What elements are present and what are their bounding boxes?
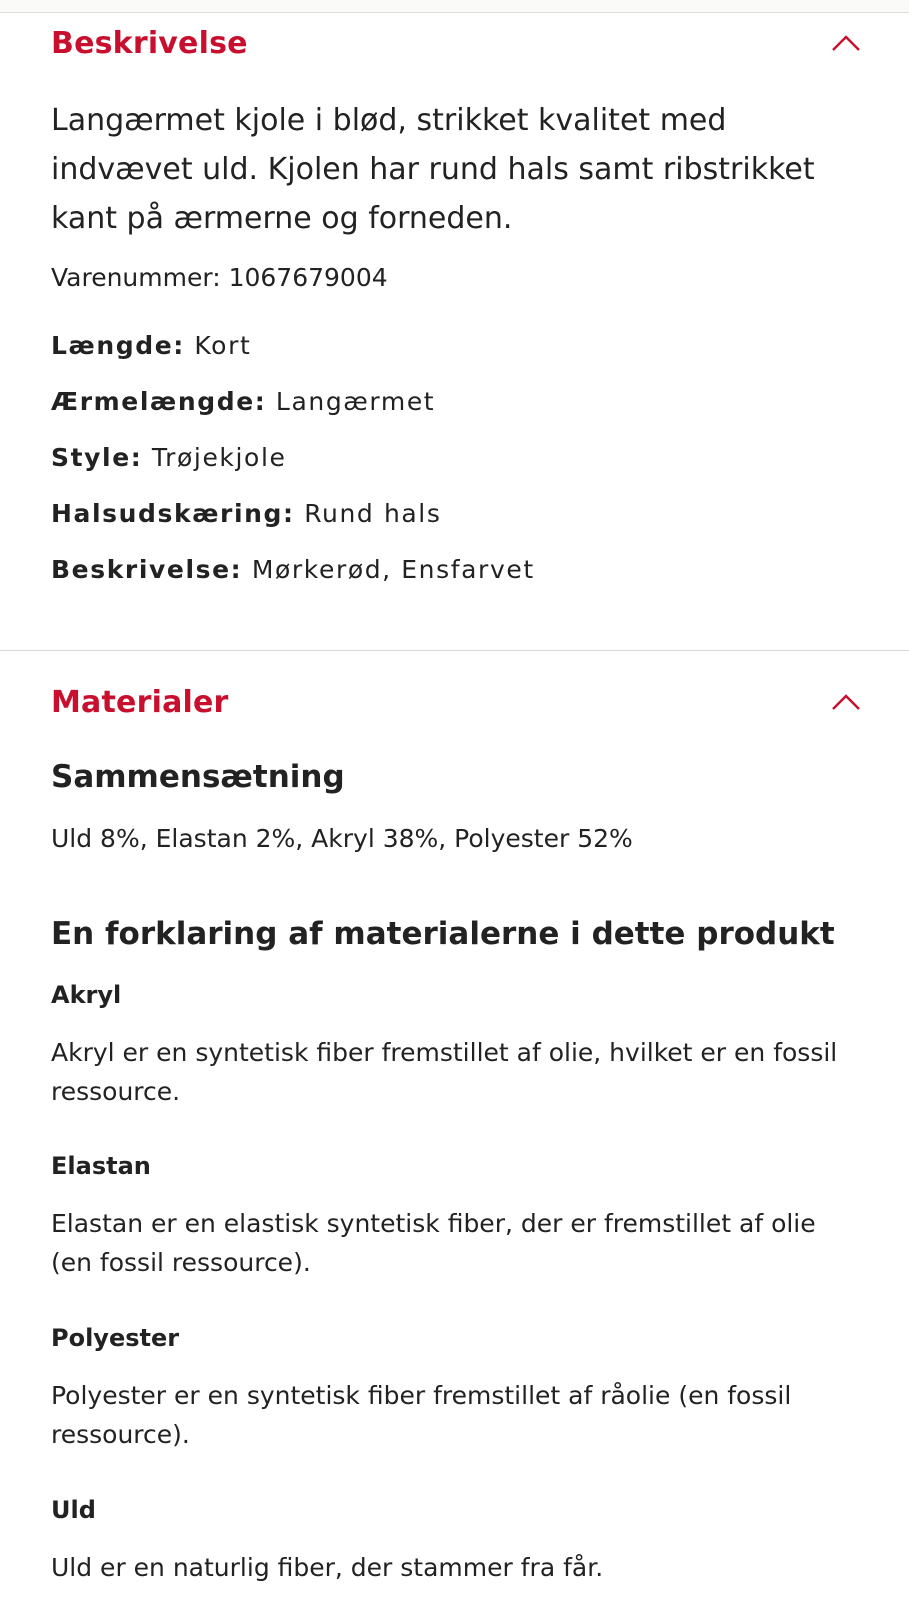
attribute-row <box>51 382 435 422</box>
description-accordion-header[interactable] <box>51 18 859 68</box>
article-number: Varenummer: 1067679004 <box>51 263 388 292</box>
attribute-label: Style: <box>51 443 143 472</box>
attribute-value: Mørkerød, Ensfarvet <box>251 555 535 584</box>
attribute-value: Langærmet <box>275 387 436 416</box>
attribute-label: Beskrivelse: <box>51 555 243 584</box>
material-description: Elastan er en elastisk syntetisk fiber, der er fremstillet af olie (en fossil ressource). <box>51 1209 816 1277</box>
attribute-value: Kort <box>194 331 252 360</box>
description-text: Langærmet kjole i blød, strikket kvalitet med indvævet uld. Kjolen har rund hals samt ribstrikket kant på ærmerne og forneden. <box>51 103 815 236</box>
section-divider <box>0 650 909 651</box>
material-name: Uld <box>51 1496 96 1524</box>
attribute-row <box>51 550 535 590</box>
description-title: Beskrivelse <box>51 25 248 61</box>
attribute-label: Halsudskæring: <box>51 499 295 528</box>
material-name: Akryl <box>51 981 122 1009</box>
top-edge <box>0 0 909 13</box>
material-name: Polyester <box>51 1324 180 1352</box>
composition-heading: Sammensætning <box>51 759 345 795</box>
chevron-up-icon[interactable] <box>824 21 868 65</box>
attribute-row <box>51 494 441 534</box>
material-description: Akryl er en syntetisk fiber fremstillet af olie, hvilket er en fossil ressource. <box>51 1038 838 1106</box>
attribute-label: Længde: <box>51 331 185 360</box>
materials-title: Materialer <box>51 684 229 720</box>
composition-text: Uld 8%, Elastan 2%, Akryl 38%, Polyester 52% <box>51 824 633 853</box>
attribute-value: Trøjekjole <box>151 443 287 472</box>
attribute-value: Rund hals <box>304 499 442 528</box>
material-name: Elastan <box>51 1152 151 1180</box>
attribute-label: Ærmelængde: <box>51 387 267 416</box>
attribute-row <box>51 438 286 478</box>
materials-accordion-header[interactable] <box>51 677 859 727</box>
attribute-row <box>51 326 251 366</box>
material-description: Uld er en naturlig fiber, der stammer fra får. <box>51 1553 604 1582</box>
material-description: Polyester er en syntetisk fiber fremstillet af råolie (en fossil ressource). <box>51 1381 792 1449</box>
materials-explanation-heading: En forklaring af materialerne i dette produkt <box>51 916 835 952</box>
chevron-up-icon[interactable] <box>824 680 868 724</box>
